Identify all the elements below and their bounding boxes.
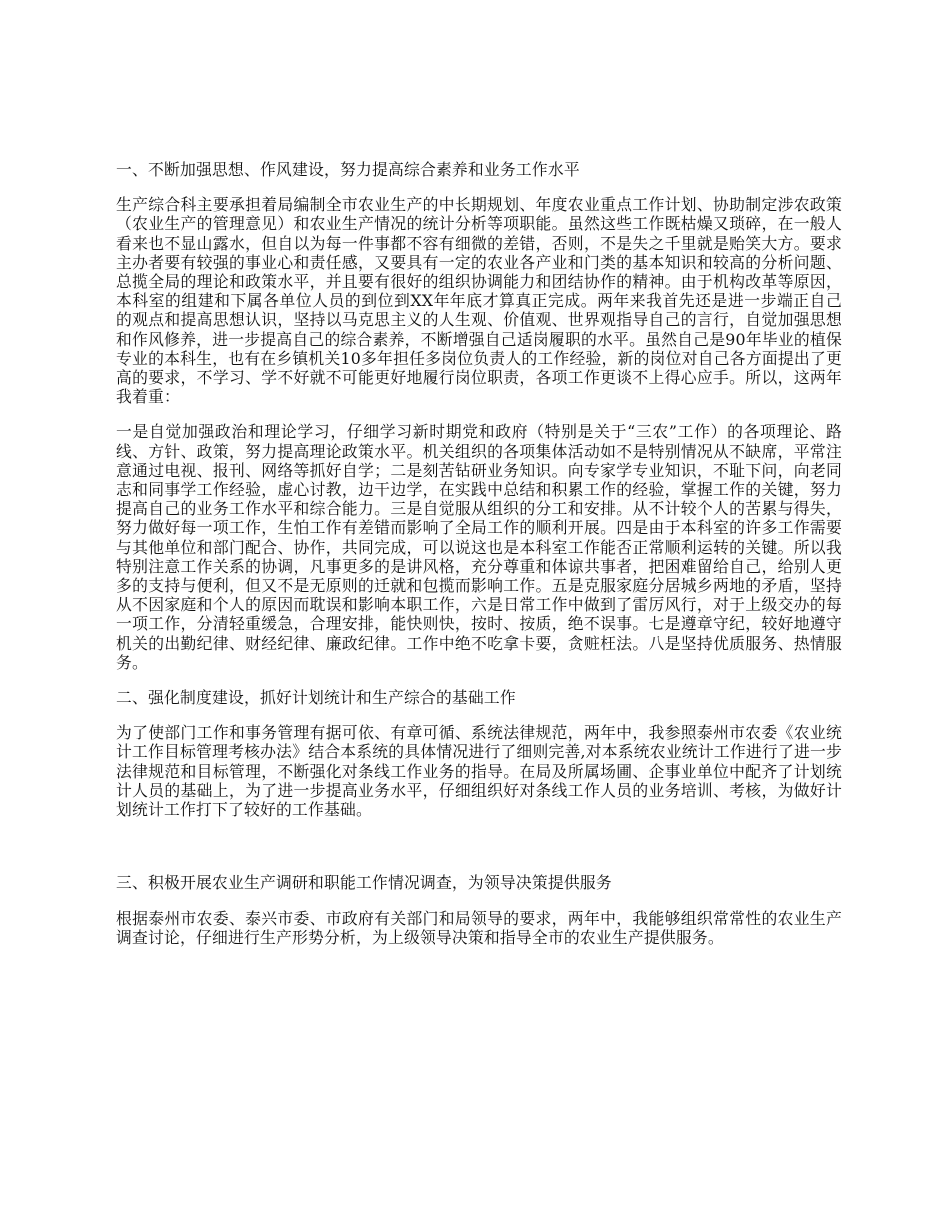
section-3-heading: 三、积极开展农业生产调研和职能工作情况调查，为领导决策提供服务 [116, 873, 612, 893]
section-1-paragraph-1: 生产综合科主要承担着局编制全市农业生产的中长期规划、年度农业重点工作计划、协助制定涉农政策（农业生产的管理意见）和农业生产情况的统计分析等项职能。虽然这些工作既枯燥又琐碎，在一般人看来也不显山露水，但自以为每一件事都不容有细微的差错，否则，不是失之千里就是贻笑大方。要求主办者要有较强的事业心和责任感，又要具有一定的农业各产业和门类的基本知识和较高的分析问题、总揽全局的理论和政策水平，并且要有很好的组织协调能力和团结协作的精神。由于机构改革等原因，本科室的组建和下属各单位人员的到位到XX年年底才算真正完成。两年来我首先还是进一步端正自己的观点和提高思想认识，坚持以马克思主义的人生观、价值观、世界观指导自己的言行，自觉加强思想和作风修养，进一步提高自己的综合素养，不断增强自己适岗履职的水平。虽然自己是90年毕业的植保专业的本科生，也有在乡镇机关10多年担任多岗位负责人的工作经验，新的岗位对自己各方面提出了更高的要求，不学习、学不好就不可能更好地履行岗位职责，各项工作更谈不上得心应手。所以，这两年我着重： [116, 195, 842, 407]
section-2-heading: 二、强化制度建设，抓好计划统计和生产综合的基础工作 [116, 688, 516, 708]
document-body [116, 160, 842, 963]
section-spacer [116, 835, 842, 873]
section-3-paragraph-1: 根据泰州市农委、泰兴市委、市政府有关部门和局领导的要求，两年中，我能够组织常常性的农业生产调查讨论，仔细进行生产形势分析，为上级领导决策和指导全市的农业生产提供服务。 [116, 908, 842, 947]
section-1-heading: 一、不断加强思想、作风建设，努力提高综合素养和业务工作水平 [116, 160, 580, 179]
section-2-paragraph-1: 为了使部门工作和事务管理有据可依、有章可循、系统法律规范，两年中，我参照泰州市农委《农业统计工作目标管理考核办法》结合本系统的具体情况进行了细则完善,对本系统农业统计工作进行了进一步法律规范和目标管理，不断强化对条线工作业务的指导。在局及所属场圃、企事业单位中配齐了计划统计人员的基础上，为了进一步提高业务水平，仔细组织好对条线工作人员的业务培训、考核，为做好计划统计工作打下了较好的工作基础。 [116, 723, 842, 820]
section-1-paragraph-2: 一是自觉加强政治和理论学习，仔细学习新时期党和政府（特别是关于“三农”工作）的各项理论、路线、方针、政策，努力提高理论政策水平。机关组织的各项集体活动如不是特别情况从不缺席，平常注意通过电视、报刊、网络等抓好自学；二是刻苦钻研业务知识。向专家学专业知识，不耻下问，向老同志和同事学工作经验，虚心讨教，边干边学，在实践中总结和积累工作的经验，掌握工作的关键，努力提高自己的业务工作水平和综合能力。三是自觉服从组织的分工和安排。从不计较个人的苦累与得失，努力做好每一项工作，生怕工作有差错而影响了全局工作的顺利开展。四是由于本科室的许多工作需要与其他单位和部门配合、协作，共同完成，可以说这也是本科室工作能否正常顺利运转的关键。所以我特别注意工作关系的协调，凡事更多的是讲风格，充分尊重和体谅共事者，把困难留给自己，给别人更多的支持与便利，但又不是无原则的迁就和包揽而影响工作。五是克服家庭分居城乡两地的矛盾，坚持从不因家庭和个人的原因而耽误和影响本职工作，六是日常工作中做到了雷厉风行，对于上级交办的每一项工作，分清轻重缓急，合理安排，能快则快，按时、按质，绝不误事。七是遵章守纪，较好地遵守机关的出勤纪律、财经纪律、廉政纪律。工作中绝不吃拿卡要，贪赃枉法。八是坚持优质服务、热情服务。 [116, 422, 842, 672]
